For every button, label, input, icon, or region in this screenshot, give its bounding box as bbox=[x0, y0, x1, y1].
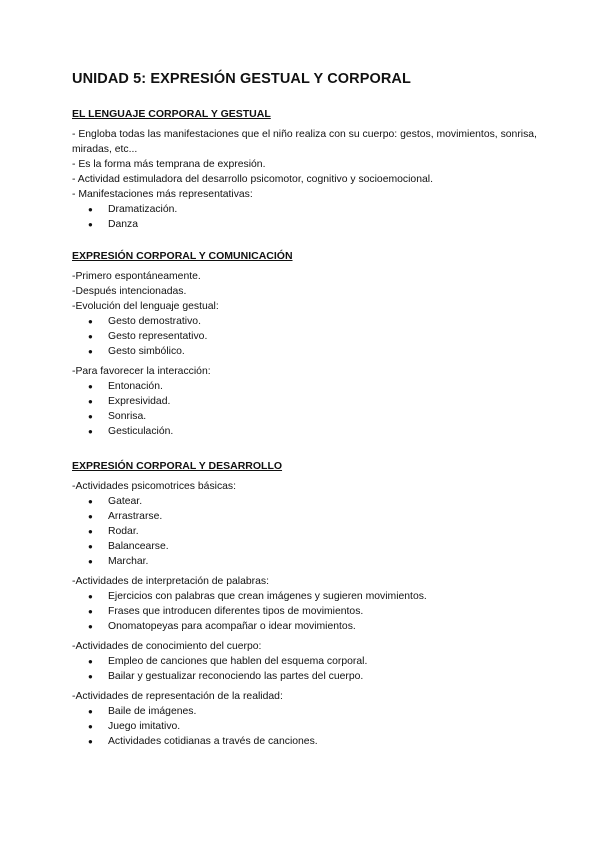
text-line: - Actividad estimuladora del desarrollo psicomotor, cognitivo y socioemocional. bbox=[72, 174, 433, 185]
list-item: ● Danza bbox=[72, 217, 542, 232]
bullet-list bbox=[72, 494, 542, 569]
list-item: ● Baile de imágenes. bbox=[72, 704, 542, 719]
text-group bbox=[72, 269, 542, 359]
text-line: -Actividades de representación de la realidad: bbox=[72, 691, 283, 702]
list-item: ● Sonrisa. bbox=[72, 409, 542, 424]
text-group bbox=[72, 574, 542, 634]
bullet-list bbox=[72, 379, 542, 439]
list-item: ● Onomatopeyas para acompañar o idear movimientos. bbox=[72, 619, 542, 634]
list-item: ● Gatear. bbox=[72, 494, 542, 509]
list-item: ● Actividades cotidianas a través de canciones. bbox=[72, 734, 542, 749]
list-item: ● Arrastrarse. bbox=[72, 509, 542, 524]
list-item: ● Dramatización. bbox=[72, 202, 542, 217]
list-item: ● Frases que introducen diferentes tipos de movimientos. bbox=[72, 604, 542, 619]
bullet-list bbox=[72, 654, 542, 684]
bullet-list bbox=[72, 314, 542, 359]
list-item: ● Marchar. bbox=[72, 554, 542, 569]
list-item: ● Bailar y gestualizar reconociendo las partes del cuerpo. bbox=[72, 669, 542, 684]
list-item: ● Expresividad. bbox=[72, 394, 542, 409]
list-item: ● Empleo de canciones que hablen del esquema corporal. bbox=[72, 654, 542, 669]
list-item: ● Rodar. bbox=[72, 524, 542, 539]
list-item: ● Gesto simbólico. bbox=[72, 344, 542, 359]
text-line: - Manifestaciones más representativas: bbox=[72, 189, 253, 200]
text-group bbox=[72, 639, 542, 684]
text-group bbox=[72, 689, 542, 749]
section-heading: EL LENGUAJE CORPORAL Y GESTUAL bbox=[72, 108, 271, 120]
text-line: -Actividades psicomotrices básicas: bbox=[72, 481, 237, 492]
list-item: ● Balancearse. bbox=[72, 539, 542, 554]
page-title: UNIDAD 5: EXPRESIÓN GESTUAL Y CORPORAL bbox=[72, 71, 411, 87]
text-group bbox=[72, 479, 542, 569]
section-expresion-comunicacion bbox=[72, 250, 542, 444]
list-item: ● Gesto representativo. bbox=[72, 329, 542, 344]
section-heading: EXPRESIÓN CORPORAL Y COMUNICACIÓN bbox=[72, 250, 293, 262]
bullet-list bbox=[72, 202, 542, 232]
section-lenguaje-corporal bbox=[72, 108, 542, 232]
list-item: ● Juego imitativo. bbox=[72, 719, 542, 734]
list-item: ● Entonación. bbox=[72, 379, 542, 394]
list-item: ● Gesticulación. bbox=[72, 424, 542, 439]
text-line: - Es la forma más temprana de expresión. bbox=[72, 159, 266, 170]
list-item: ● Ejercicios con palabras que crean imágenes y sugieren movimientos. bbox=[72, 589, 542, 604]
section-heading: EXPRESIÓN CORPORAL Y DESARROLLO bbox=[72, 460, 283, 472]
section-expresion-desarrollo bbox=[72, 460, 542, 754]
bullet-list bbox=[72, 704, 542, 749]
text-line: -Evolución del lenguaje gestual: bbox=[72, 301, 219, 312]
text-line: -Actividades de conocimiento del cuerpo: bbox=[72, 641, 262, 652]
text-line: -Actividades de interpretación de palabras: bbox=[72, 576, 269, 587]
bullet-list bbox=[72, 589, 542, 634]
text-group bbox=[72, 364, 542, 439]
text-line: - Engloba todas las manifestaciones que el niño realiza con su cuerpo: gestos, movimientos, sonrisa, miradas, etc... bbox=[72, 129, 537, 155]
text-line: -Después intencionadas. bbox=[72, 286, 187, 297]
text-line: -Primero espontáneamente. bbox=[72, 271, 201, 282]
list-item: ● Gesto demostrativo. bbox=[72, 314, 542, 329]
text-line: -Para favorecer la interacción: bbox=[72, 366, 211, 377]
